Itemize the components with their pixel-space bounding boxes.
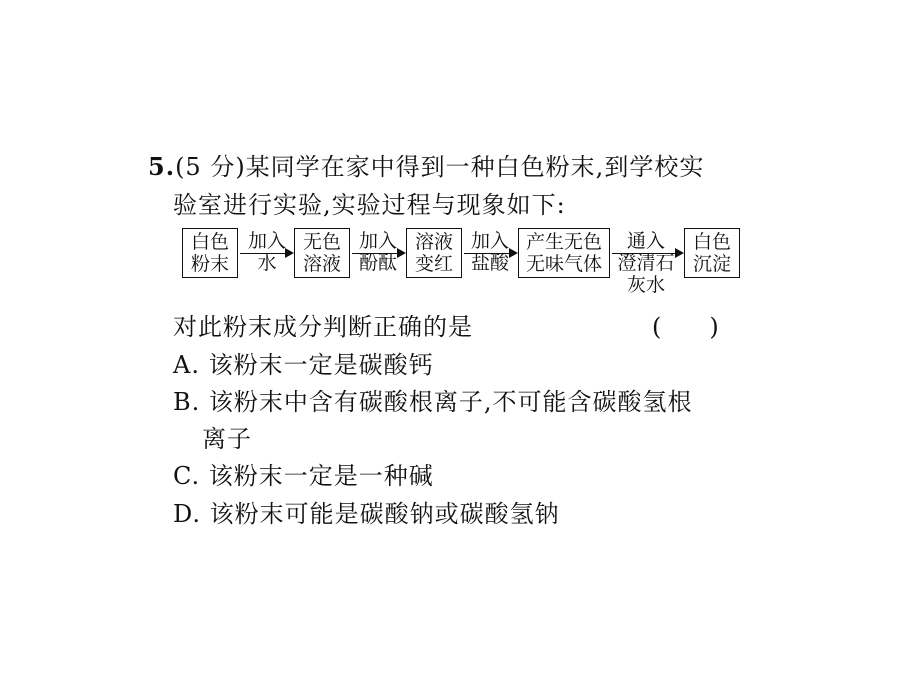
experiment-flow-diagram [182, 228, 742, 304]
flow-box-text: 沉淀 [692, 253, 731, 275]
option-d: D. 该粉末可能是碳酸钠或碳酸氢钠 [173, 500, 560, 528]
reagent-text: 盐酸 [470, 252, 509, 274]
flow-box-text: 无味气体 [525, 253, 602, 275]
flow-arrow [464, 253, 516, 254]
question-stem-line2: 验室进行实验,实验过程与现象如下: [173, 191, 566, 219]
question-stem-text: (5 分)某同学在家中得到一种白色粉末,到学校实 [175, 153, 705, 181]
flow-box-colorless-solution [294, 228, 350, 278]
flow-box-text: 变红 [414, 253, 453, 275]
question-prompt: 对此粉末成分判断正确的是 [173, 313, 473, 341]
flow-box-text: 无色 [302, 231, 341, 253]
question-number: 5. [148, 152, 176, 181]
flow-reagent-hydrochloric-acid [465, 230, 515, 274]
flow-box-text: 溶液 [414, 231, 453, 253]
flow-arrow [352, 253, 404, 254]
flow-box-text: 溶液 [302, 253, 341, 275]
flow-reagent-phenolphthalein [353, 230, 403, 274]
reagent-text: 通入 [626, 230, 665, 252]
question-stem-line1 [148, 152, 704, 182]
answer-bracket: ( ) [652, 313, 719, 341]
option-a: A. 该粉末一定是碳酸钙 [173, 351, 434, 379]
flow-arrow [240, 253, 292, 254]
option-c: C. 该粉末一定是一种碱 [173, 462, 434, 490]
flow-reagent-limewater [612, 230, 680, 296]
flow-box-text: 白色 [692, 231, 731, 253]
reagent-text: 灰水 [626, 274, 665, 296]
reagent-text: 水 [257, 252, 277, 274]
reagent-text: 加入 [358, 230, 397, 252]
flow-arrow [612, 253, 682, 254]
flow-box-text: 产生无色 [525, 231, 602, 253]
reagent-text: 加入 [247, 230, 286, 252]
flow-box-white-precipitate [684, 228, 740, 278]
option-b: B. 该粉末中含有碳酸根离子,不可能含碳酸氢根 [173, 388, 693, 416]
reagent-text: 酚酞 [358, 252, 397, 274]
option-b-continued: 离子 [202, 425, 252, 453]
flow-box-text: 白色 [190, 231, 229, 253]
flow-box-text: 粉末 [190, 253, 229, 275]
flow-box-white-powder [182, 228, 238, 278]
reagent-text: 澄清石 [617, 252, 675, 274]
reagent-text: 加入 [470, 230, 509, 252]
flow-box-colorless-odorless-gas [518, 228, 610, 278]
flow-box-solution-turns-red [406, 228, 462, 278]
